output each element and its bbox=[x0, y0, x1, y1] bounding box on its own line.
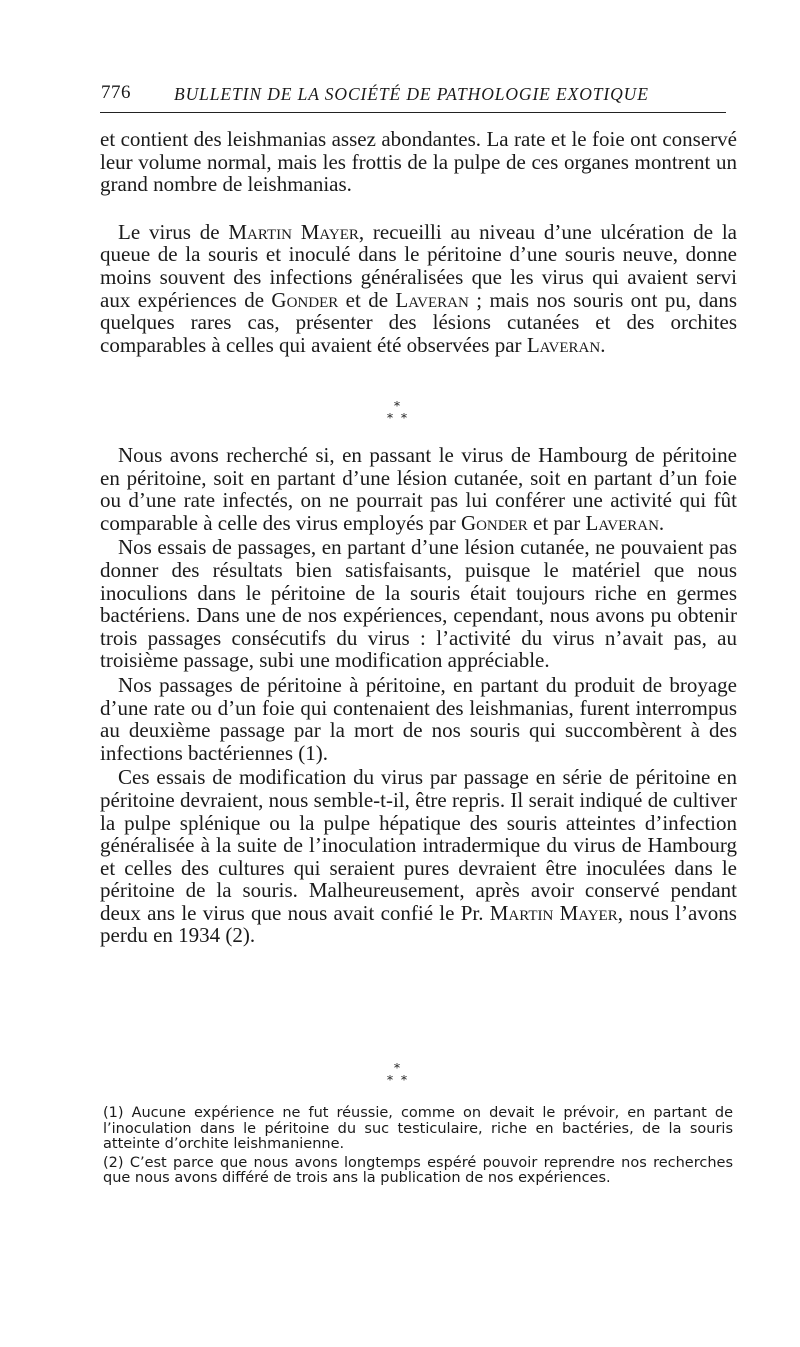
paragraph-5: Nos passages de péritoine à péritoine, en partant du produit de broyage d’une rate ou d’un foie qui contenaient des leishmanias, furent interrompus au deuxième passage par la mort de nos souris qui succombèrent à des infections bactériennes (1). bbox=[100, 672, 737, 765]
star-glyph: * bbox=[387, 411, 393, 425]
footnote-1: (1) Aucune expérience ne fut réussie, comme on devait le prévoir, en partant de l’inoculation dans le péritoine du suc testiculaire, riche en bactéries, de la souris atteinte d’orchite leishmanienne. bbox=[103, 1105, 733, 1152]
paragraph-4: Nos essais de passages, en partant d’une lésion cutanée, ne pouvaient pas donner des résultats bien satisfaisants, puisque le matériel que nous inoculions dans le péritoine de la souris était toujours riche en germes bactériens. Dans une de nos expériences, cependant, nous avons pu obtenir trois passages consécutifs du virus : l’activité du virus n’avait pas, au troisième passage, subi une modification appréciable. bbox=[100, 535, 737, 673]
header-rule bbox=[100, 112, 726, 113]
text-block-1 bbox=[100, 128, 737, 356]
text-run: . bbox=[658, 510, 665, 535]
section-separator-2 bbox=[380, 1062, 420, 1092]
text-run: Ces essais de modification du virus par passage en série de péritoine en péritoine devraient, nous semble-t-il, être repris. Il serait indiqué de cultiver la pulpe splénique ou la pulpe hépatique des souris atteintes d’infection généralisée à la suite de l’inoculation intradermique du virus de Hambourg et celles des cultures qui seraient pures devraient être inoculées dans le péritoine de la souris. Malheureusement, après avoir conservé pendant deux ans le virus que nous avait confié le Pr. bbox=[100, 765, 737, 925]
star-glyph: * bbox=[394, 1061, 400, 1075]
section-separator-1 bbox=[380, 400, 420, 430]
paragraph-6 bbox=[100, 766, 737, 947]
author-name: Laveran bbox=[395, 287, 469, 312]
star-glyph: * bbox=[401, 411, 407, 425]
text-run: et par bbox=[527, 510, 586, 535]
star-glyph: * bbox=[387, 1073, 393, 1087]
text-run: . bbox=[600, 332, 606, 357]
text-run: et de bbox=[338, 287, 396, 312]
author-name: Laveran bbox=[526, 332, 601, 357]
footnotes bbox=[103, 1106, 733, 1190]
star-glyph: * bbox=[401, 1073, 407, 1087]
text-run: ; mais nos souris ont pu, dans quelques rares cas, présenter des lésions cutanées et des orchites comparables à celles qui avaient été observées par bbox=[100, 287, 737, 357]
author-name: Martin Mayer bbox=[228, 219, 359, 244]
footnote-2: (2) C’est parce que nous avons longtemps espéré pouvoir reprendre nos recherches que nous avons différé de trois ans la publication de nos expériences. bbox=[103, 1154, 733, 1186]
text-run: , nous l’avons perdu en 1934 (2). bbox=[100, 900, 737, 948]
paragraph-2 bbox=[100, 221, 737, 357]
page-header bbox=[101, 80, 661, 106]
text-block-2 bbox=[100, 444, 737, 947]
author-name: Martin Mayer bbox=[489, 900, 618, 925]
page-number: 776 bbox=[101, 82, 131, 103]
paragraph-3 bbox=[100, 444, 737, 534]
text-run: Nous avons recherché si, en passant le virus de Hambourg de péritoine en péritoine, soit en partant d’une lésion cutanée, soit en partant d’un foie ou d’une rate infectés, on ne pourrait pas lui conférer une activité qui fût comparable à celle des virus employés par bbox=[100, 443, 737, 535]
star-glyph: * bbox=[394, 399, 400, 413]
author-name: Gonder bbox=[460, 510, 528, 535]
paragraph-1: et contient des leishmanias assez abondantes. La rate et le foie ont conservé leur volume normal, mais les frottis de la pulpe de ces organes montrent un grand nombre de leishmanias. bbox=[100, 127, 737, 197]
author-name: Laveran bbox=[585, 510, 659, 535]
text-run: Le virus de bbox=[118, 219, 229, 244]
running-title: BULLETIN DE LA SOCIÉTÉ DE PATHOLOGIE EXOTIQUE bbox=[174, 84, 649, 104]
text-run: , recueilli au niveau d’une ulcération de la queue de la souris et inoculé dans le péritoine d’une souris neuve, donne moins souvent des infections généralisées que les virus qui avaient servi aux expériences de bbox=[100, 219, 737, 312]
author-name: Gonder bbox=[271, 287, 339, 312]
